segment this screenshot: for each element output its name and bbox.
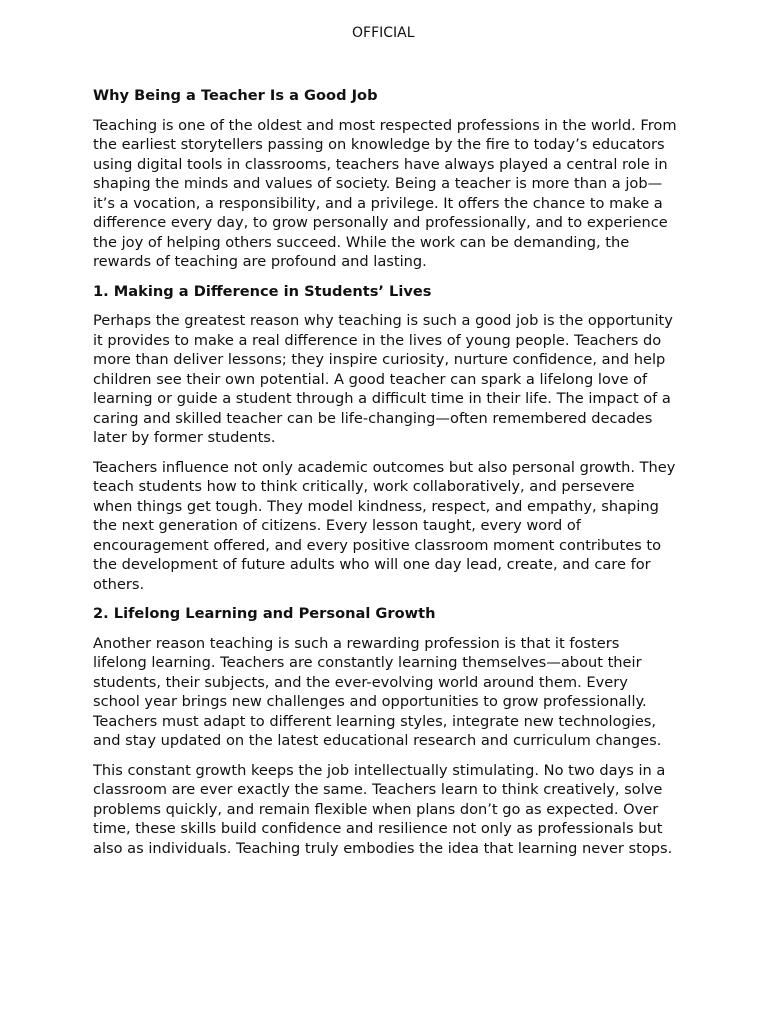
classification-label: OFFICIAL [352, 25, 415, 41]
section-2-paragraph-2: This constant growth keeps the job intellectually stimulating. No two days in a classroom are ever exactly the same. Teachers learn to think creatively, solve problems quickly, and remain flexible when plans don’t go as expected. Over time, these skills build confidence and resilience not only as professionals but also as individuals. Teaching truly embodies the idea that learning never stops. [93, 761, 673, 857]
section-1-paragraph-1: Perhaps the greatest reason why teaching is such a good job is the opportunity it provides to make a real difference in the lives of young people. Teachers do more than deliver lessons; they inspire curiosity, nurture confidence, and help children see their own potential. A good teacher can spark a lifelong love of learning or guide a student through a difficult time in their life. The impact of a caring and skilled teacher can be life-changing—often remembered decades later by former students. [93, 312, 673, 446]
section-heading-1: 1. Making a Difference in Students’ Lives [93, 282, 432, 300]
section-2-paragraph-1: Another reason teaching is such a rewarding profession is that it fosters lifelong learning. Teachers are constantly learning themselves—about their students, their subjects, and the ever-evolving world around them. Every school year brings new challenges and opportunities to grow professionally. Teachers must adapt to different learning styles, integrate new technologies, and stay updated on the latest educational research and curriculum changes. [93, 634, 662, 749]
document-title: Why Being a Teacher Is a Good Job [93, 87, 378, 104]
document-body [93, 86, 677, 868]
intro-paragraph: Teaching is one of the oldest and most respected professions in the world. From the earliest storytellers passing on knowledge by the fire to today’s educators using digital tools in classrooms, teachers have always played a central role in shaping the minds and values of society. Being a teacher is more than a job—it’s a vocation, a responsibility, and a privilege. It offers the chance to make a difference every day, to grow personally and professionally, and to experience the joy of helping others succeed. While the work can be demanding, the rewards of teaching are profound and lasting. [93, 116, 677, 270]
section-heading-2: 2. Lifelong Learning and Personal Growth [93, 605, 436, 622]
section-1-paragraph-2: Teachers influence not only academic outcomes but also personal growth. They teach students how to think critically, work collaboratively, and persevere when things get tough. They model kindness, respect, and empathy, shaping the next generation of citizens. Every lesson taught, every word of encouragement offered, and every positive classroom moment contributes to the development of future adults who will one day lead, create, and care for others. [93, 458, 676, 593]
